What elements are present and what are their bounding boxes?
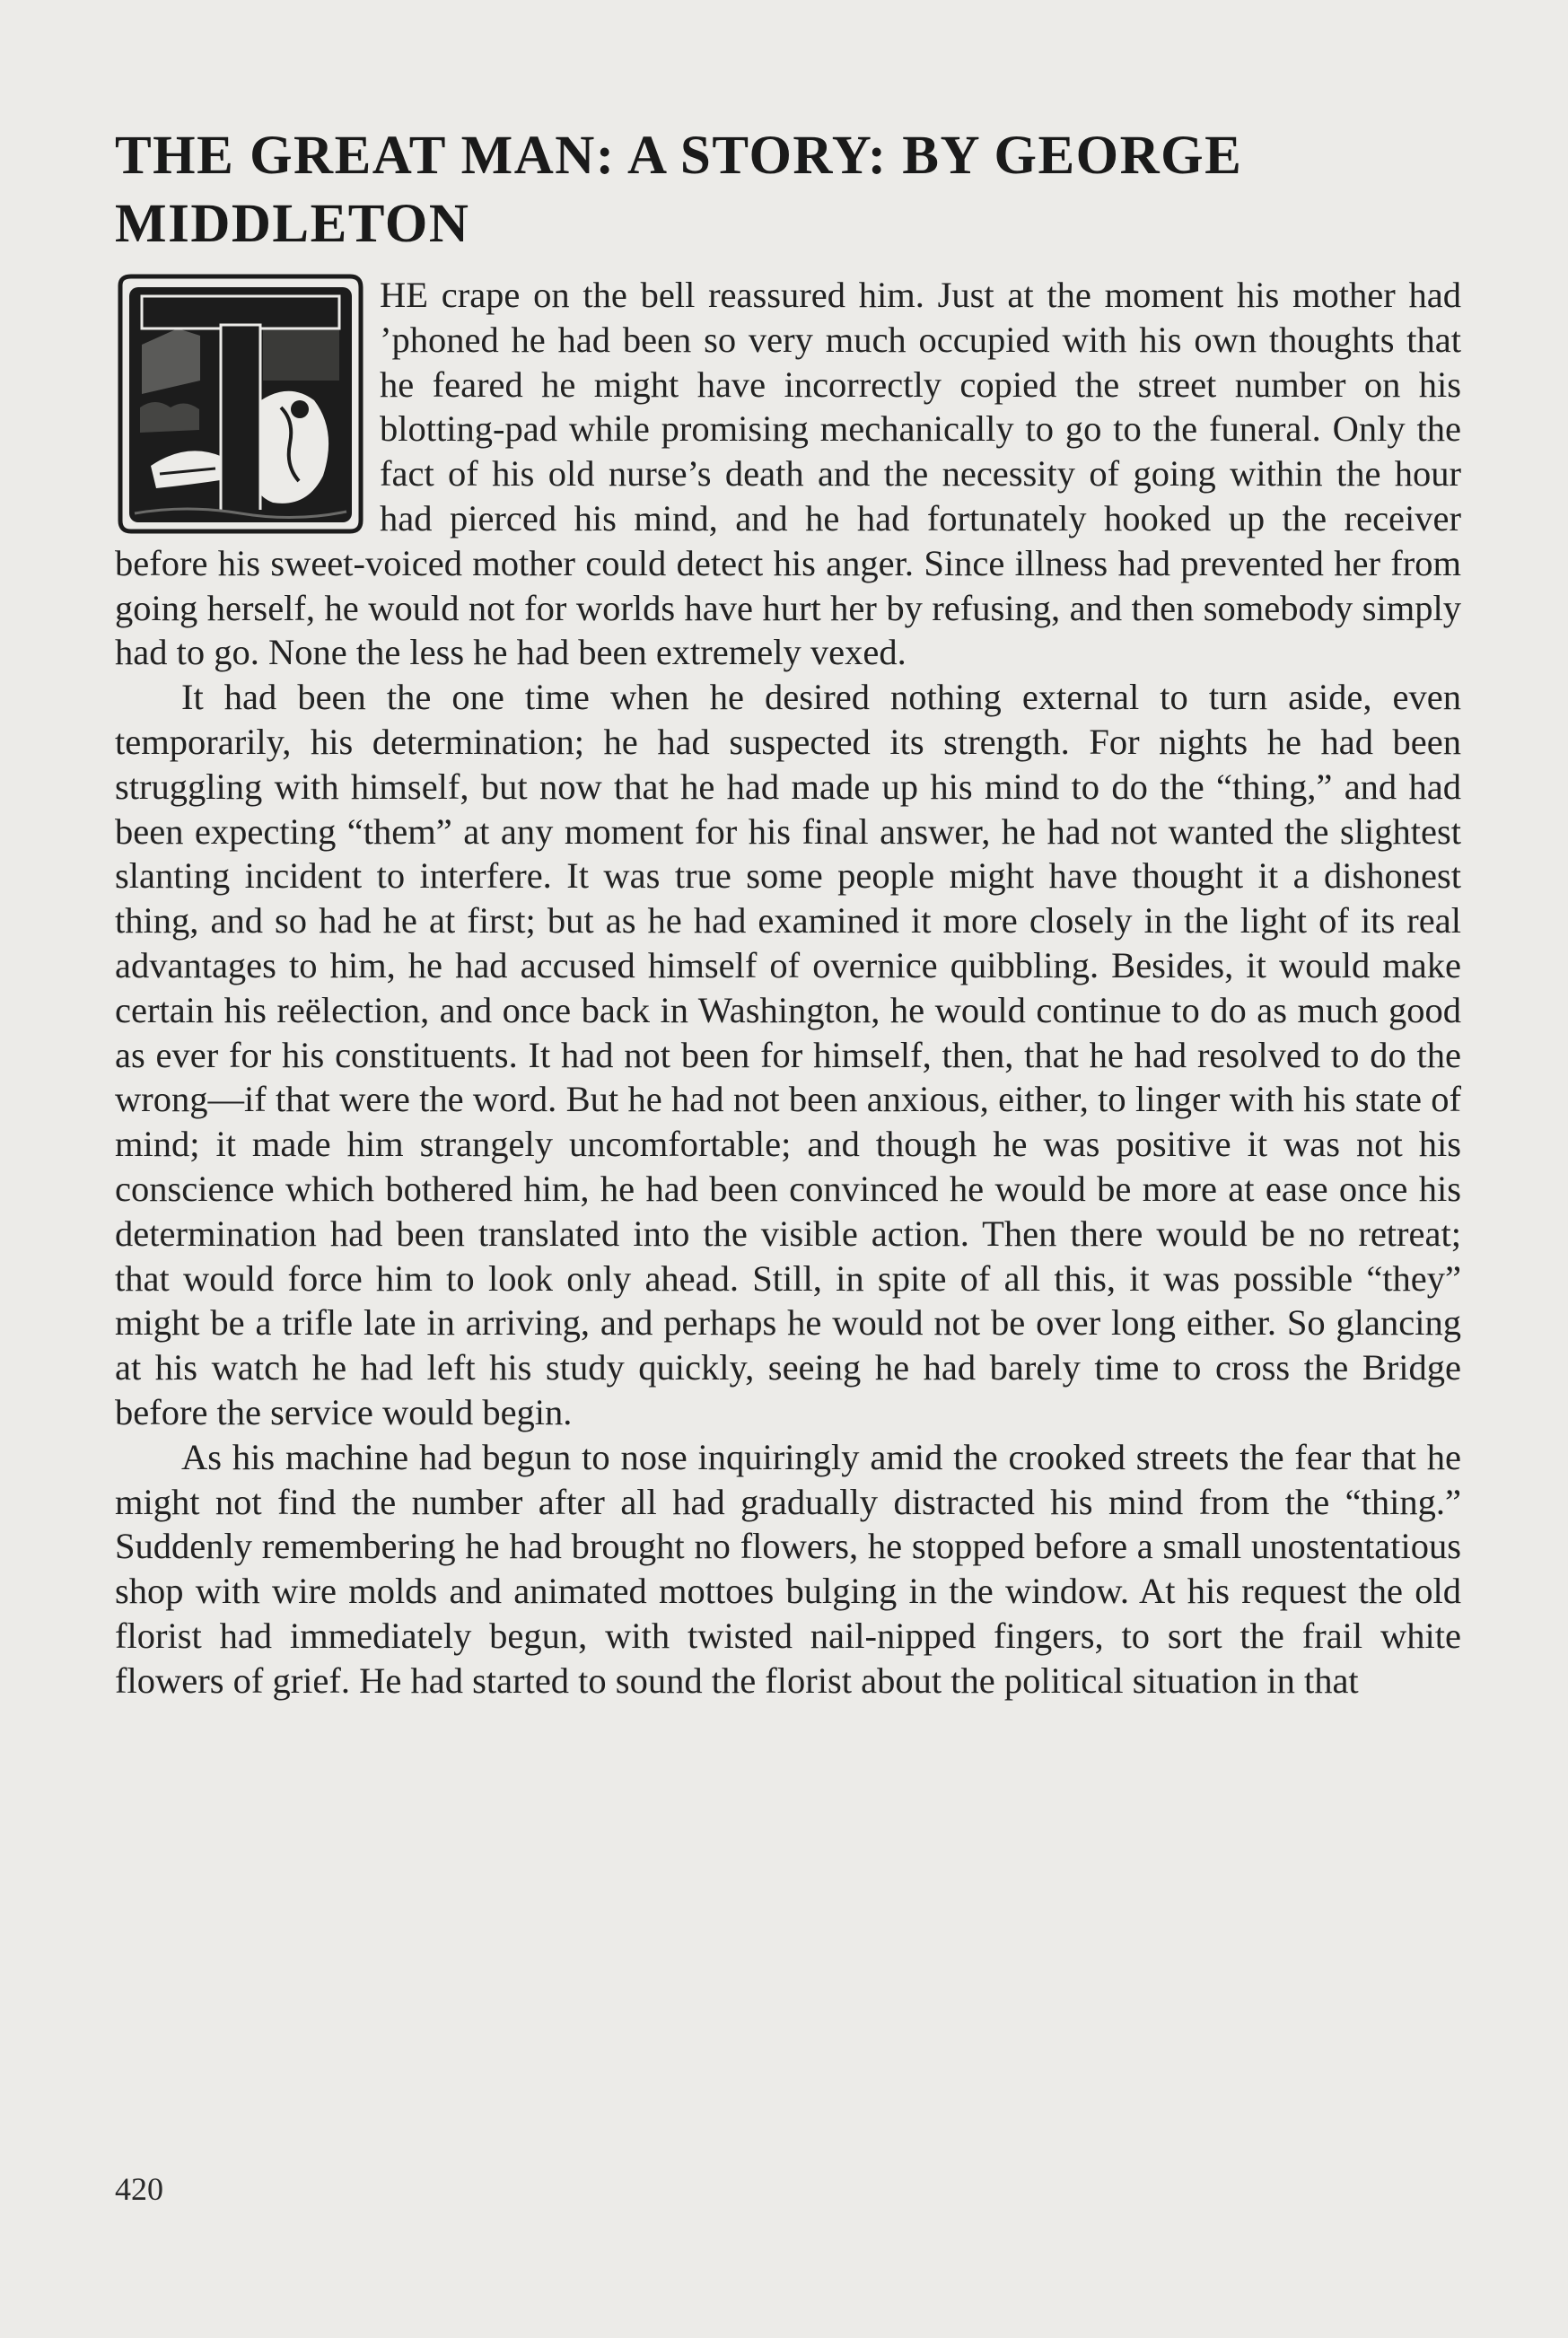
paragraph-2: It had been the one time when he desired nothing external to turn aside, even temporarily, his determination; he had suspected its strength. For nights he had been struggling with himself, but now that he had made up his mind to do the “thing,” and had been expecting “them” at any moment for his final answer, he had not wanted the slightest slanting incident to interfere. It was true some people might have thought it a dishonest thing, and so had he at first; but as he had examined it more closely in the light of its real advantages to him, he had accused himself of overnice quibbling. Besides, it would make certain his reëlection, and once back in Washington, he would continue to do as much good as ever for his constituents. It had not been for himself, then, that he had resolved to do the wrong—if that were the word. But he had not been anxious, either, to linger with his state of mind; it made him strangely uncomfortable; and though he was positive it was not his conscience which bothered him, he had been convinced he would be more at ease once his determination had been translated into the visible action. Then there would be no retreat; that would force him to look only ahead. Still, in spite of all this, it was possible “they” might be a trifle late in arriving, and perhaps he would not be over long either. So glancing at his watch he had left his study quickly, seeing he had barely time to cross the Bridge before the service would begin. <box>115 677 1461 1432</box>
story-title: THE GREAT MAN: A STORY: BY GEORGE MIDDLETON <box>115 126 1243 254</box>
drop-cap-t-icon <box>115 273 366 537</box>
paragraph-3: As his machine had begun to nose inquiringly amid the crooked streets the fear that he might not find the number after all had gradually distracted his mind from the “thing.” Suddenly remembering he had brought no flowers, he stopped before a small unostentatious shop with wire molds and animated mottoes bulging in the window. At his request the old florist had immediately begun, with twisted nail-nipped fingers, to sort the frail white flowers of grief. He had started to sound the florist about the political situation in that <box>115 1436 1461 1701</box>
story-body <box>115 273 1461 1703</box>
paragraph-1-text: HE crape on the bell reassured him. Just at the moment his mother had ’phoned he had been so very much occupied with his own thoughts that he feared he might have incorrectly copied the street number on his blotting-pad while promising mechanically to go to the funeral. Only the fact of his old nurse’s death and the necessity of going within the hour had pierced his mind, and he had fortunately hooked up the receiver before his sweet-voiced mother could detect his anger. Since illness had prevented her from going herself, he would not for worlds have hurt her by refusing, and then somebody simply had to go. None the less he had been extremely vexed. <box>115 275 1461 673</box>
page-number: 420 <box>115 2171 163 2207</box>
paragraph-1 <box>115 273 1461 675</box>
drop-cap-illustration <box>115 273 366 537</box>
